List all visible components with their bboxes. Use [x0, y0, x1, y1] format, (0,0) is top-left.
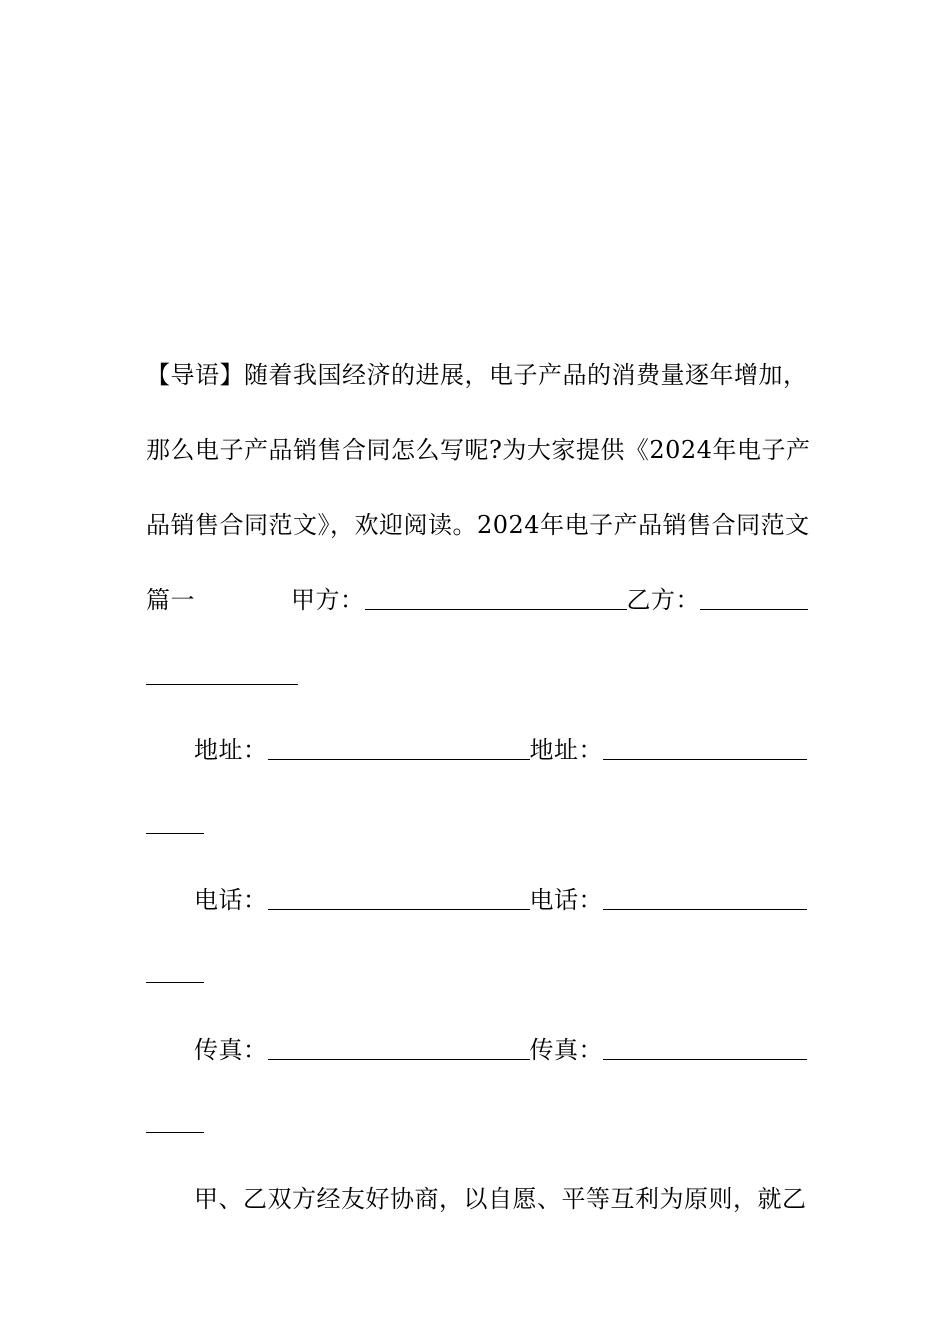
parties-line: [146, 582, 810, 618]
address-b-blank[interactable]: [603, 735, 807, 760]
phone-a-blank[interactable]: [268, 885, 530, 910]
intro-line-1: 【导语】随着我国经济的进展，电子产品的消费量逐年增加，: [146, 361, 808, 389]
party-b-label: 乙方：: [626, 586, 700, 614]
phone-b-blank[interactable]: [603, 885, 807, 910]
party-b-blank-continuation[interactable]: [146, 684, 298, 685]
party-b-blank[interactable]: [700, 585, 808, 610]
fax-label-b: 传真：: [529, 1036, 603, 1064]
section-label: 篇一: [146, 586, 195, 614]
address-b-blank-continuation[interactable]: [146, 833, 204, 834]
body-line-1: 甲、乙双方经友好协商，以自愿、平等互利为原则，就乙: [194, 1185, 807, 1213]
address-label-a: 地址：: [194, 736, 268, 764]
party-a-blank[interactable]: [365, 585, 627, 610]
phone-label-a: 电话：: [194, 886, 268, 914]
fax-line: [194, 1032, 810, 1068]
fax-b-blank[interactable]: [603, 1035, 807, 1060]
phone-line: [194, 882, 810, 918]
phone-label-b: 电话：: [529, 886, 603, 914]
intro-line-3: 品销售合同范文》，欢迎阅读。2024年电子产品销售合同范文: [146, 511, 810, 539]
party-a-label: 甲方：: [291, 586, 365, 614]
fax-a-blank[interactable]: [268, 1035, 530, 1060]
phone-b-blank-continuation[interactable]: [146, 982, 204, 983]
address-label-b: 地址：: [529, 736, 603, 764]
address-line: [194, 732, 810, 768]
intro-line-2: 那么电子产品销售合同怎么写呢?为大家提供《2024年电子产: [146, 436, 810, 464]
fax-label-a: 传真：: [194, 1036, 268, 1064]
fax-b-blank-continuation[interactable]: [146, 1132, 204, 1133]
address-a-blank[interactable]: [268, 735, 530, 760]
